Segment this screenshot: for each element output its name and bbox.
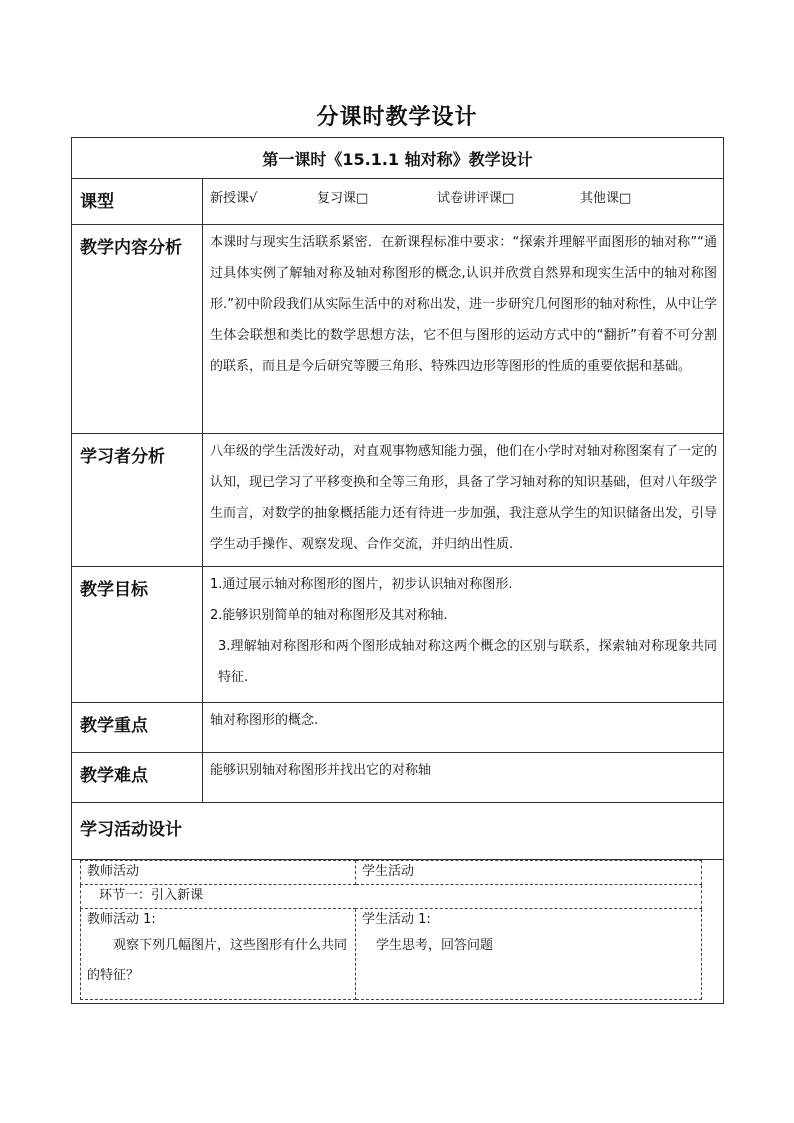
teaching-goals-list	[203, 567, 724, 703]
lesson-type-option-new: 新授课√	[210, 191, 258, 206]
lesson-type-row	[72, 179, 724, 225]
teaching-goal-item: 2.能够识别简单的轴对称图形及其对称轴.	[210, 608, 448, 623]
activity-body-row	[81, 909, 702, 1000]
student-activity-title: 学生活动 1:	[362, 912, 431, 927]
lesson-title-row	[72, 138, 724, 179]
teaching-goals-label: 教学目标	[72, 567, 203, 703]
difficult-point-row	[72, 753, 724, 803]
activity-section-row	[81, 885, 702, 909]
student-activity-cell	[356, 909, 702, 1000]
learner-analysis-row	[72, 434, 724, 567]
activity-table-header	[81, 861, 702, 885]
activity-table	[80, 860, 702, 1000]
document-title: 分课时教学设计	[316, 105, 478, 130]
teacher-activity-text: 观察下列几幅图片，这些图形有什么共同的特征？	[87, 938, 348, 983]
key-point-row	[72, 703, 724, 753]
content-analysis-text: 本课时与现实生活联系紧密．在新课程标准中要求：“探索并理解平面图形的轴对称”“通过具体实例了解轴对称及轴对称图形的概念,认识并欣赏自然界和现实生活中的轴对称图形.”初中阶段我们从实际生活中的对称出发，进一步研究几何图形的轴对称性，从中让学生体会联想和类比的数学思想方法，它不但与图形的运动方式中的“翻折”有着不可分割的联系，而且是今后研究等腰三角形、特殊四边形等图形的性质的重要依据和基础。	[203, 225, 724, 434]
key-point-text: 轴对称图形的概念.	[203, 703, 724, 753]
key-point-label: 教学重点	[72, 703, 203, 753]
learner-analysis-text: 八年级的学生活泼好动，对直观事物感知能力强，他们在小学时对轴对称图案有了一定的认知，现已学习了平移变换和全等三角形，具备了学习轴对称的知识基础，但对八年级学生而言，对数学的抽象概括能力还有待进一步加强，我注意从学生的知识储备出发，引导学生动手操作、观察发现、合作交流，并归纳出性质.	[203, 434, 724, 567]
content-analysis-row	[72, 225, 724, 434]
teacher-activity-title: 教师活动 1:	[87, 912, 156, 927]
teaching-goal-item: 1.通过展示轴对称图形的图片，初步认识轴对称图形.	[210, 577, 513, 592]
lesson-type-option-review: 复习课□	[317, 191, 369, 206]
activity-design-label: 学习活动设计	[72, 803, 724, 860]
difficult-point-text: 能够识别轴对称图形并找出它的对称轴	[203, 753, 724, 803]
teacher-activity-header: 教师活动	[81, 861, 356, 885]
lesson-type-option-exam-review: 试卷讲评课□	[437, 191, 515, 206]
activity-design-container	[72, 860, 724, 1004]
difficult-point-label: 教学难点	[72, 753, 203, 803]
lesson-design-table	[71, 137, 724, 1004]
learner-analysis-label: 学习者分析	[72, 434, 203, 567]
activity-design-header-row	[72, 803, 724, 860]
lesson-type-options	[203, 179, 724, 225]
teaching-goal-item: 3.理解轴对称图形和两个图形成轴对称这两个概念的区别与联系，探索轴对称现象共同特征.	[218, 639, 718, 685]
activity-design-row	[72, 860, 724, 1004]
student-activity-header: 学生活动	[356, 861, 702, 885]
lesson-type-label: 课型	[72, 179, 203, 225]
content-analysis-label: 教学内容分析	[72, 225, 203, 434]
student-activity-text: 学生思考，回答问题	[376, 938, 494, 953]
lesson-title: 第一课时《15.1.1 轴对称》教学设计	[72, 138, 724, 179]
teaching-goals-row	[72, 567, 724, 703]
lesson-type-option-other: 其他课□	[580, 191, 632, 206]
teacher-activity-cell	[81, 909, 356, 1000]
section-title: 环节一：引入新课	[81, 885, 702, 909]
